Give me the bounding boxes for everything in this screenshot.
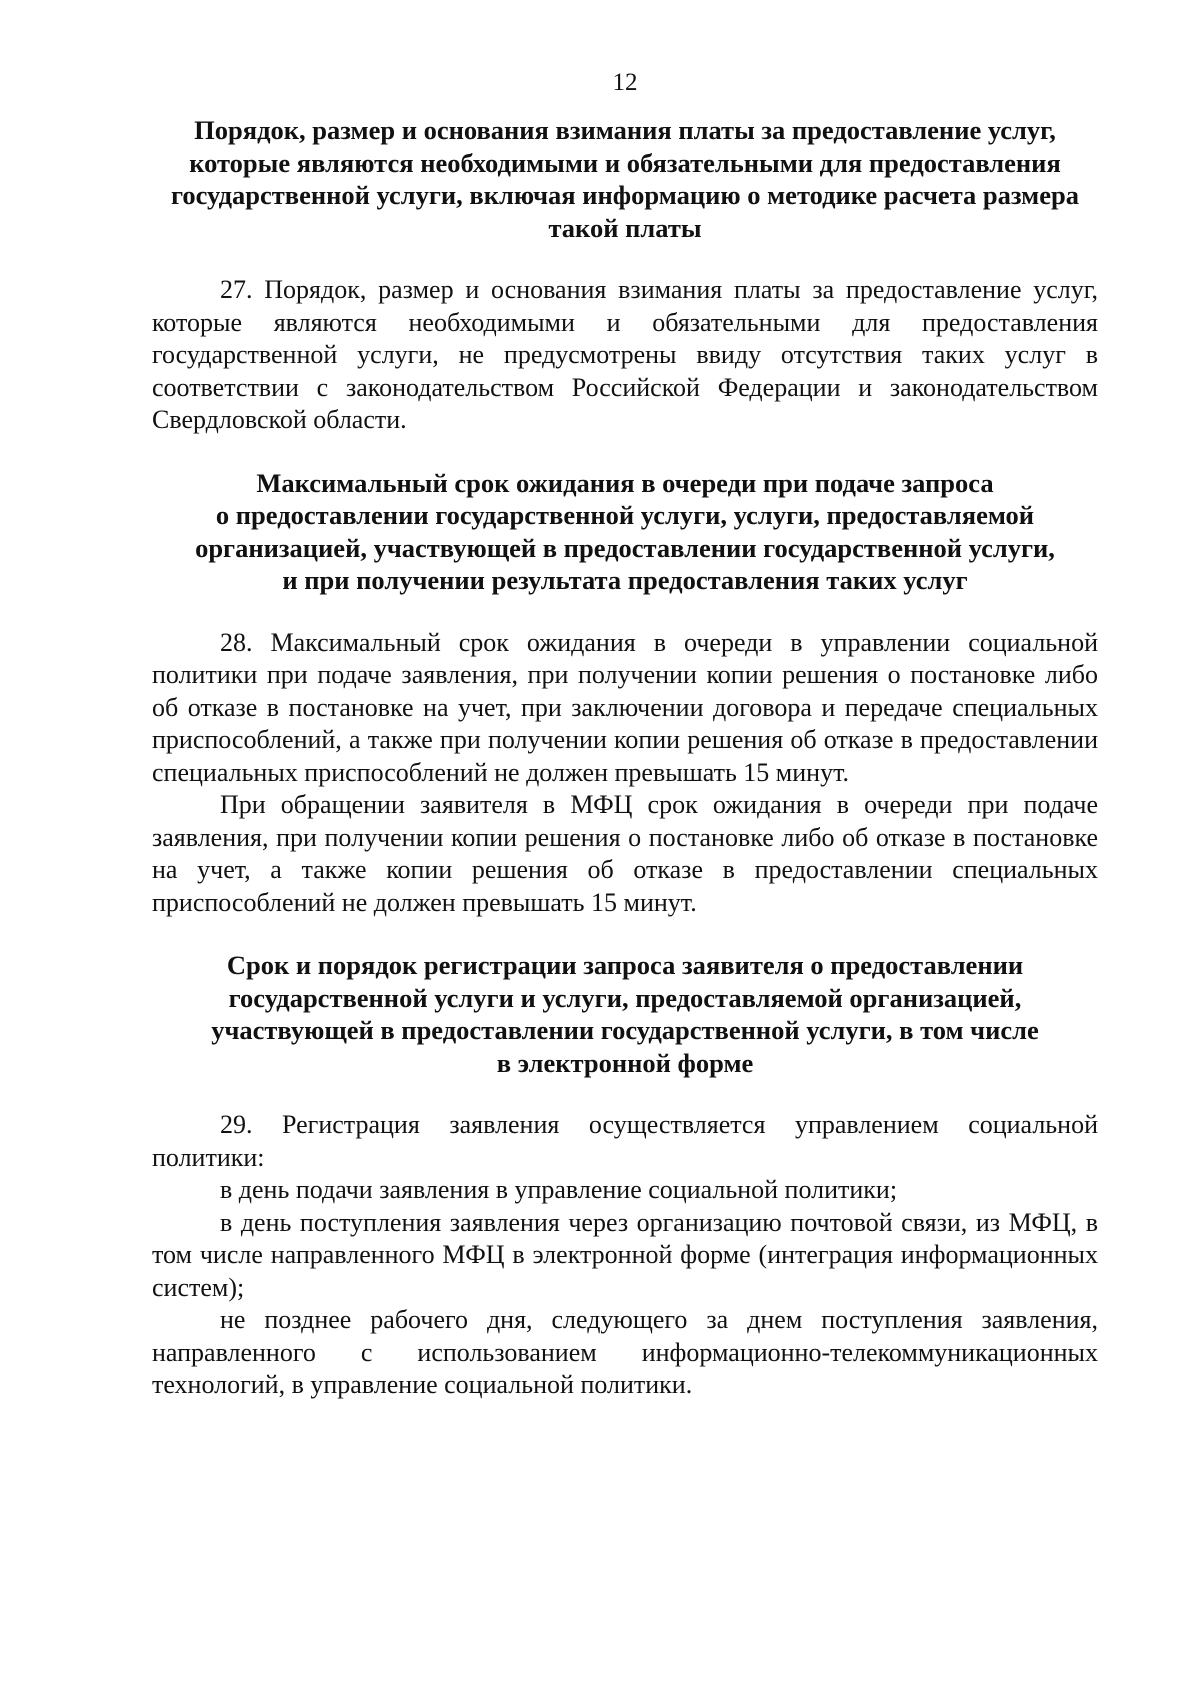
heading-line: и при получении результата предоставления таких услуг (282, 565, 968, 595)
paragraph-29: 29. Регистрация заявления осуществляется управлением социальной политики: (152, 1110, 1098, 1172)
heading-line: Порядок, размер и основания взимания платы за предоставление услуг, (194, 115, 1056, 145)
heading-line: о предоставлении государственной услуги, услуги, предоставляемой (215, 500, 1035, 530)
paragraph-registration-same-day: в день подачи заявления в управление социальной политики; (220, 1175, 898, 1204)
paragraph-registration-postal: в день поступления заявления через организацию почтовой связи, из МФЦ, в том числе направленного МФЦ в электронной форме (интеграция информационных систем); (152, 1207, 1098, 1302)
section-payment-order (152, 114, 1098, 437)
section-heading (152, 467, 1098, 597)
section-heading (152, 114, 1098, 244)
section-heading (152, 949, 1098, 1079)
page-number: 12 (612, 69, 638, 96)
heading-line: которые являются необходимыми и обязательными для предоставления (189, 147, 1061, 178)
heading-line: участвующей в предоставлении государственной услуги, в том числе (211, 1015, 1039, 1045)
section-registration (152, 949, 1098, 1402)
heading-line: организацией, участвующей в предоставлении государственной услуги, (195, 532, 1055, 563)
section-queue-waiting-time (152, 467, 1098, 920)
heading-line: государственной услуги и услуги, предоставляемой организацией, (228, 982, 1022, 1013)
paragraph-registration-electronic: не позднее рабочего дня, следующего за днем поступления заявления, направленного с использованием информационно-телекоммуникационных технологий, в управление социальной политики. (152, 1305, 1098, 1399)
heading-line: Максимальный срок ожидания в очереди при подаче запроса (256, 467, 994, 498)
paragraph-mfc-waiting: При обращении заявителя в МФЦ срок ожидания в очереди при подаче заявления, при получении копии решения о постановке либо об отказе в постановке на учет, а также копии решения об отказе в предоставлении специальных приспособлений не должен превышать 15 минут. (152, 790, 1098, 917)
paragraph-28: 28. Максимальный срок ожидания в очереди в управлении социальной политики при подаче заявления, при получении копии решения о постановке либо об отказе в постановке на учет, при заключении договора и передаче специальных приспособлений, а также при получении копии решения об отказе в предоставлении специальных приспособлений не должен превышать 15 минут. (152, 627, 1098, 787)
heading-line: Срок и порядок регистрации запроса заявителя о предоставлении (226, 950, 1024, 980)
paragraph-27: 27. Порядок, размер и основания взимания платы за предоставление услуг, которые являются необходимыми и обязательными для предоставления государственной услуги, не предусмотрены ввиду отсутствия таких услуг в соответствии с законодательством Российской Федерации и законодательством Свердловской области. (152, 275, 1098, 434)
heading-line: такой платы (548, 212, 702, 243)
heading-line: в электронной форме (496, 1047, 754, 1078)
heading-line: государственной услуги, включая информацию о методике расчета размера (171, 180, 1079, 210)
